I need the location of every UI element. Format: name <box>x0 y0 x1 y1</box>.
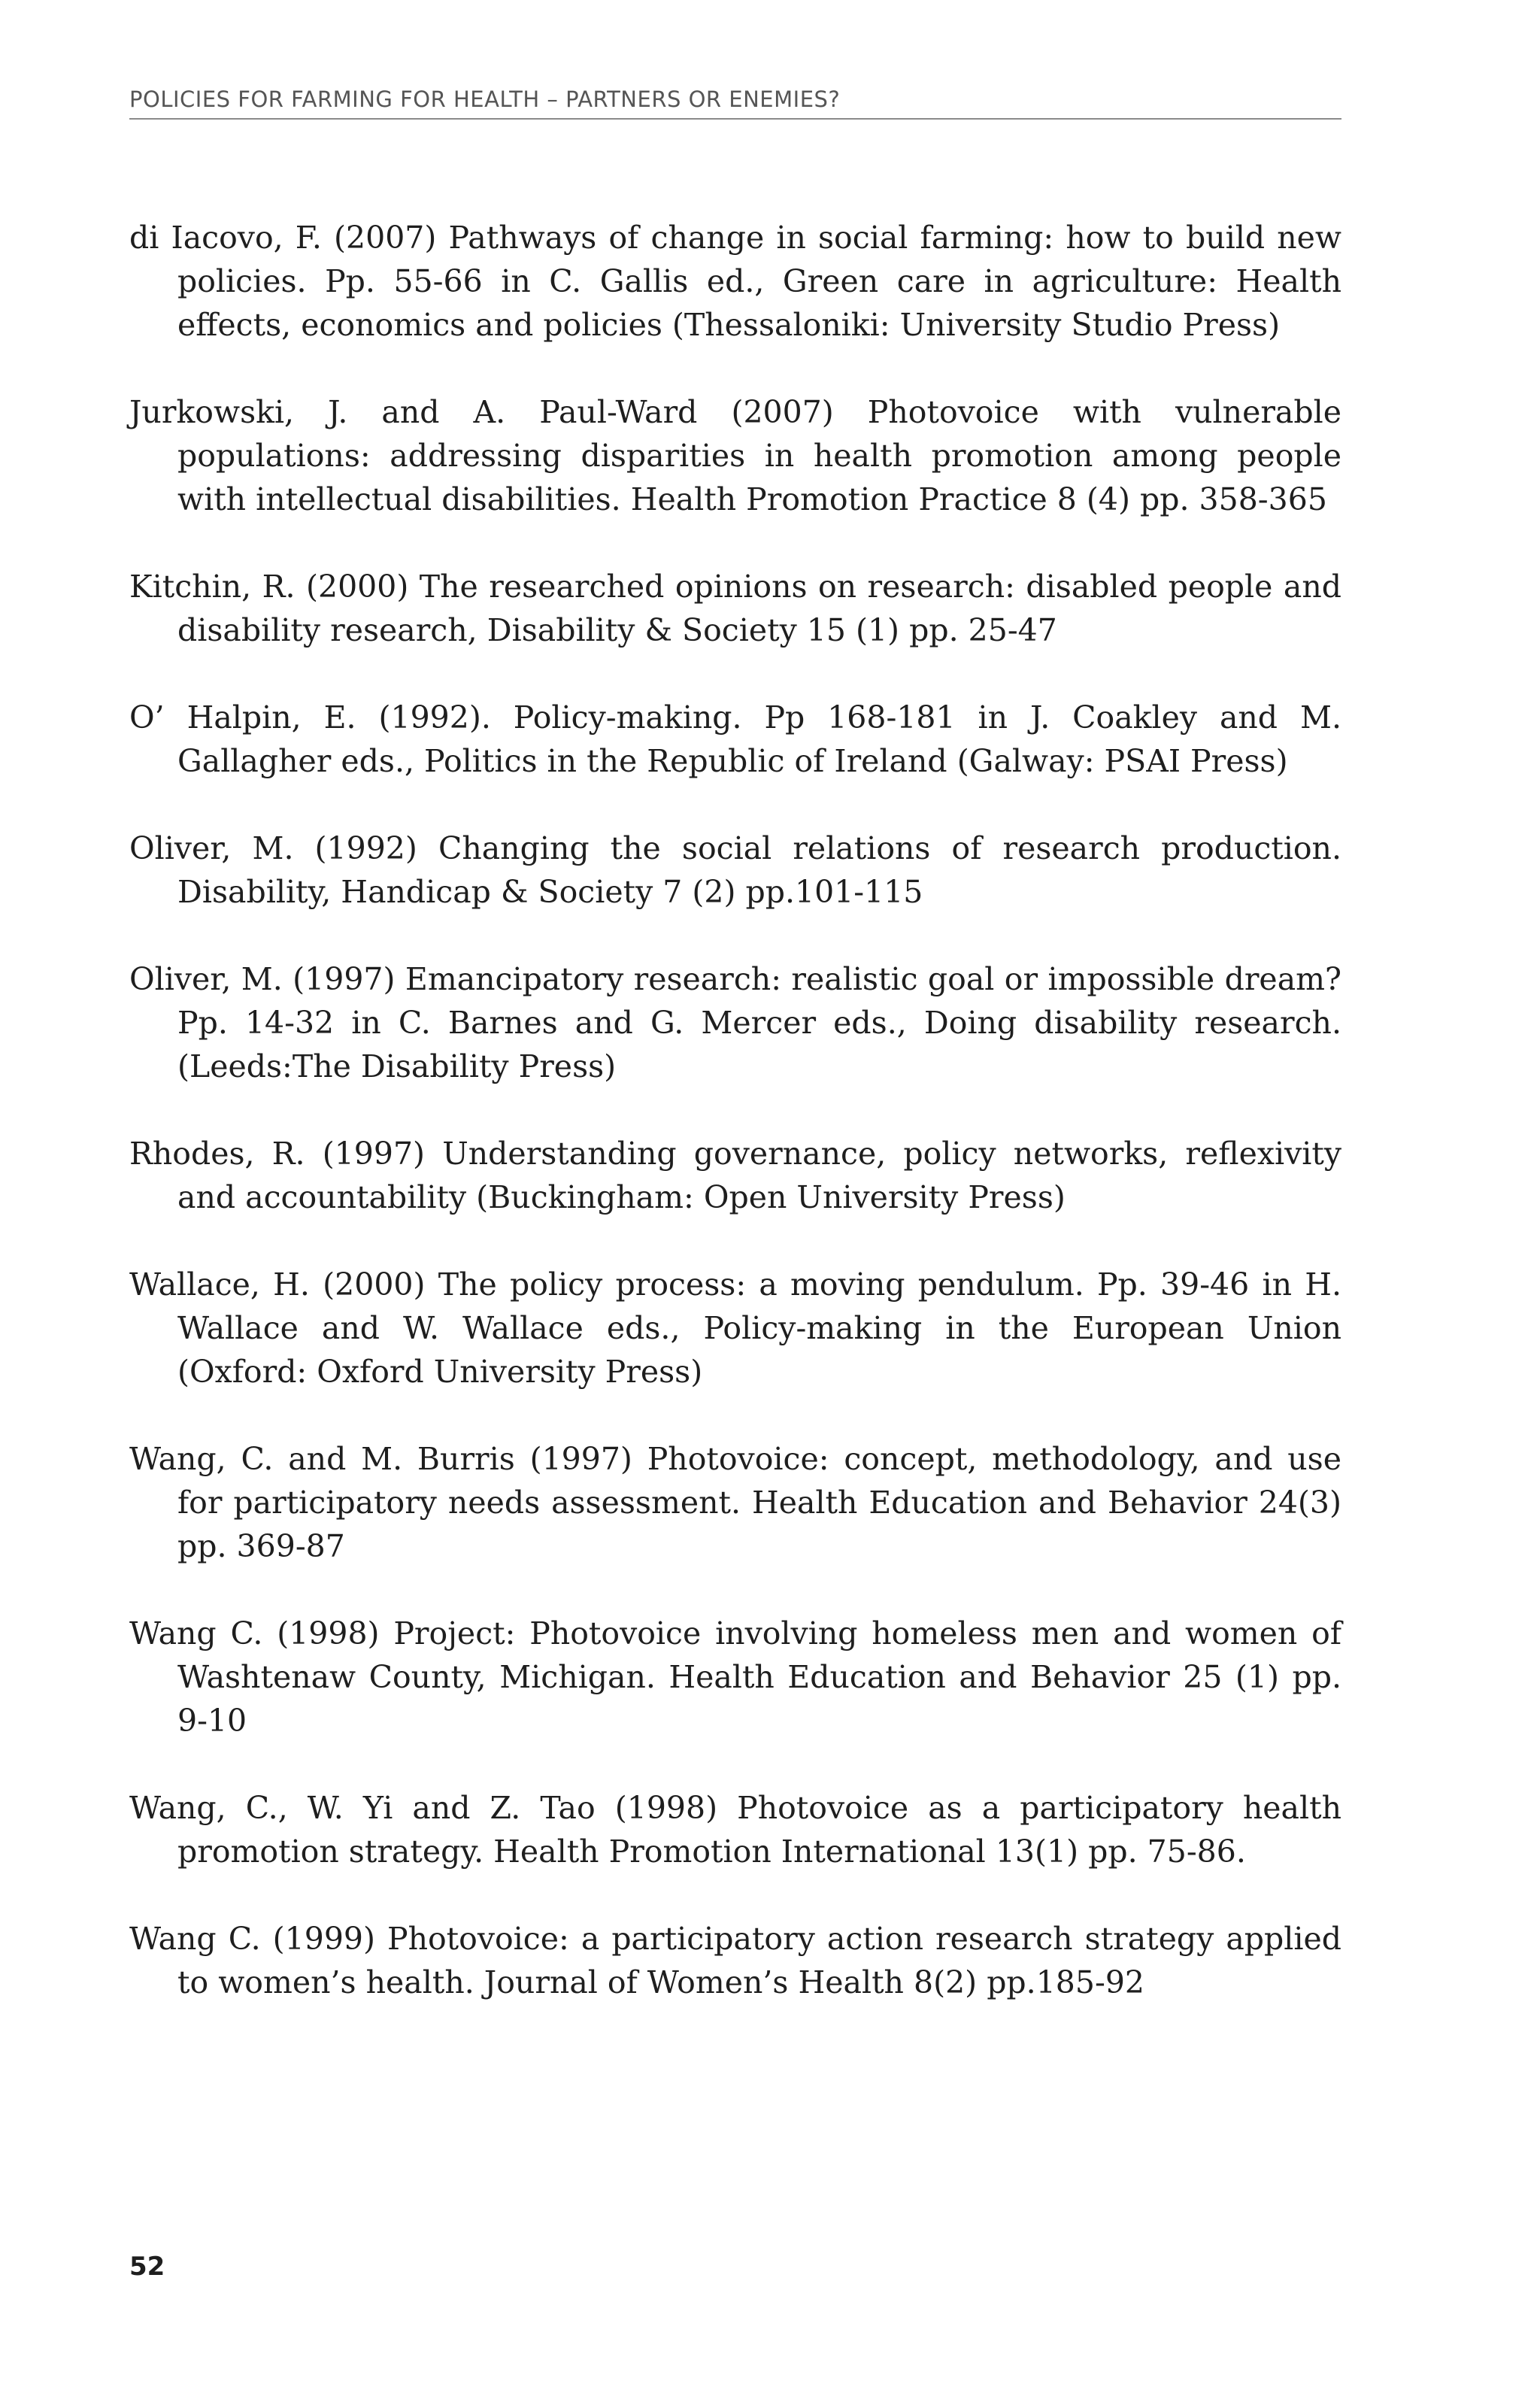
reference-entry: O’ Halpin, E. (1992). Policy-making. Pp 168-181 in J. Coakley and M. Gallagher eds., Politics in the Republic of Ireland (Galway: PSAI Press) <box>129 699 1341 779</box>
page-number: 52 <box>129 2252 165 2282</box>
reference-entry: Wang, C., W. Yi and Z. Tao (1998) Photovoice as a participatory health promotion strategy. Health Promotion International 13(1) pp. 75-86. <box>129 1790 1341 1870</box>
header-rule <box>129 118 1341 120</box>
running-header: POLICIES FOR FARMING FOR HEALTH – PARTNERS OR ENEMIES? <box>129 86 841 112</box>
reference-entry: Wang C. (1998) Project: Photovoice involving homeless men and women of Washtenaw County, Michigan. Health Education and Behavior 25 (1) pp. 9-10 <box>129 1615 1341 1739</box>
reference-entry: Oliver, M. (1997) Emancipatory research: realistic goal or impossible dream? Pp. 14-32 in C. Barnes and G. Mercer eds., Doing disability research. (Leeds:The Disability Press) <box>129 961 1341 1084</box>
reference-entry: Rhodes, R. (1997) Understanding governance, policy networks, reflexivity and accountability (Buckingham: Open University Press) <box>129 1136 1341 1215</box>
reference-entry: Oliver, M. (1992) Changing the social relations of research production. Disability, Handicap & Society 7 (2) pp.101-115 <box>129 830 1341 910</box>
reference-entry: di Iacovo, F. (2007) Pathways of change in social farming: how to build new policies. Pp. 55-66 in C. Gallis ed., Green care in agriculture: Health effects, economics and policies (Thessaloniki: University Studio Press) <box>129 220 1341 343</box>
reference-entry: Wang C. (1999) Photovoice: a participatory action research strategy applied to women’s health. Journal of Women’s Health 8(2) pp.185-92 <box>129 1921 1341 2000</box>
reference-entry: Kitchin, R. (2000) The researched opinions on research: disabled people and disability research, Disability & Society 15 (1) pp. 25-47 <box>129 569 1341 648</box>
reference-list <box>129 216 1341 2048</box>
reference-entry: Wallace, H. (2000) The policy process: a moving pendulum. Pp. 39-46 in H. Wallace and W. Wallace eds., Policy-making in the European Union (Oxford: Oxford University Press) <box>129 1266 1341 1390</box>
reference-entry: Jurkowski, J. and A. Paul-Ward (2007) Photovoice with vulnerable populations: addressing disparities in health promotion among people with intellectual disabilities. Health Promotion Practice 8 (4) pp. 358-365 <box>129 394 1341 517</box>
reference-entry: Wang, C. and M. Burris (1997) Photovoice: concept, methodology, and use for participatory needs assessment. Health Education and Behavior 24(3) pp. 369-87 <box>129 1441 1341 1564</box>
